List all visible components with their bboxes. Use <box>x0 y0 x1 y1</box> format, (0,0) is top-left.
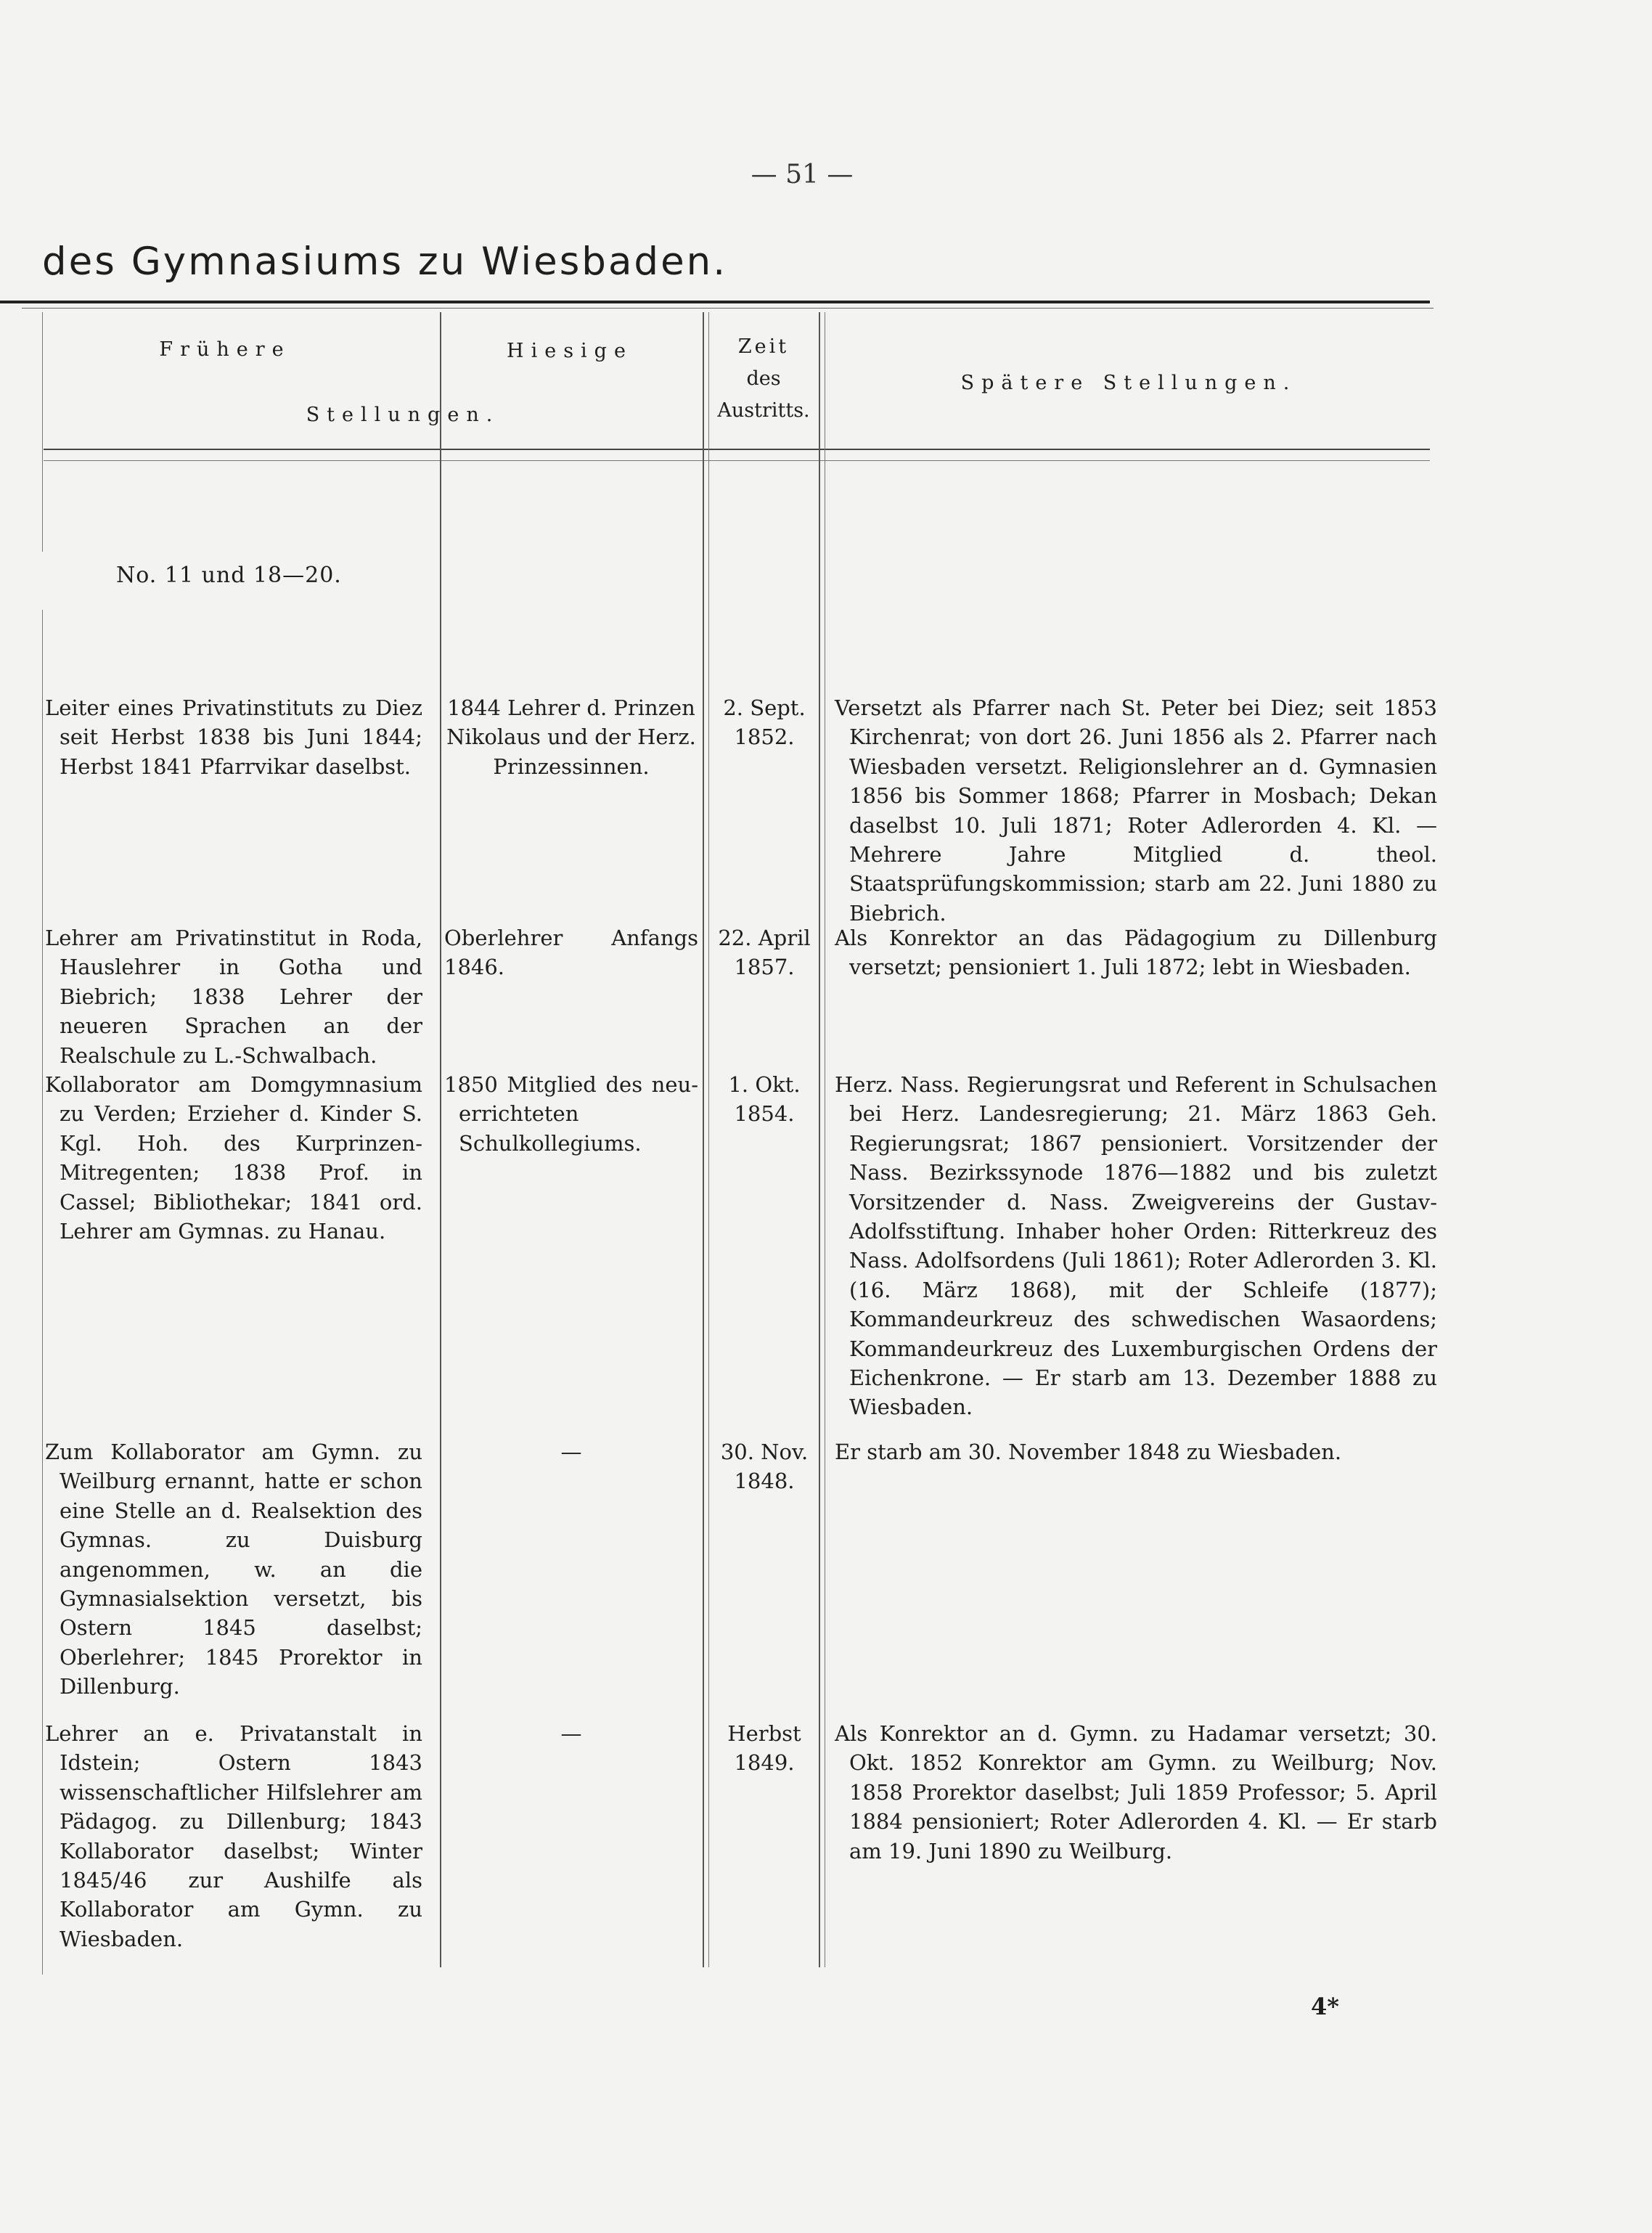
header-stellungen: Stellungen. <box>306 404 500 426</box>
page-number: — 51 — <box>751 160 854 189</box>
row-5-fruehere: Lehrer an e. Privatanstalt in Idstein; Ostern 1843 wissenschaftlicher Hilfslehrer am Pädagog. zu Dillenburg; 1843 Kollaborator daselbst; Winter 1845/46 zur Aushilfe als Kollaborator am Gymn. zu Wiesbaden. <box>45 1721 422 1951</box>
header-rule-top <box>22 308 1434 309</box>
row-3-spaetere: Herz. Nass. Regierungsrat und Referent in Schulsachen bei Herz. Landesregierung; 21. März 1863 Geh. Regierungsrat; 1867 pensioniert. Vorsitzender der Nass. Bezirkssynode 1876—1882 und bis zuletzt Vorsitzender d. Nass. Zweigvereins der Gustav-Adolfsstiftung. Inhaber hoher Orden: Ritterkreuz des Nass. Adolfsordens (Juli 1861); Roter Adlerorden 3. Kl. (16. März 1868), mit der Schleife (1877); Kommandeurkreuz des schwedischen Wasaordens; Kommandeurkreuz des Luxemburgischen Ordens der Eichenkrone. — Er starb am 13. Dezember 1888 zu Wiesbaden. <box>835 1072 1437 1420</box>
header-zeit: Zeit <box>737 335 790 358</box>
row-5-spaetere: Als Konrektor an d. Gymn. zu Hadamar versetzt; 30. Okt. 1852 Konrektor am Gymn. zu Weilburg; Nov. 1858 Prorektor daselbst; Juli 1859 Professor; 5. April 1884 pensioniert; Roter Adlerorden 4. Kl. — Er starb am 19. Juni 1890 zu Weilburg. <box>835 1721 1437 1863</box>
row-5-austritt: Herbst 1849. <box>727 1721 801 1776</box>
header-austritts: Austritts. <box>717 399 810 422</box>
signature-mark: 4* <box>1311 1993 1339 2020</box>
header-rule-bottom-2 <box>44 460 1430 461</box>
header-des: des <box>746 367 781 390</box>
page-title: des Gymnasiums zu Wiesbaden. <box>42 240 728 284</box>
row-1-fruehere: Leiter eines Privatinstituts zu Diez seit Herbst 1838 bis Juni 1844; Herbst 1841 Pfarrvikar daselbst. <box>45 695 422 779</box>
title-rule <box>0 301 1430 303</box>
row-2-austritt: 22. April 1857. <box>718 926 811 980</box>
column-separator-3a <box>819 312 820 1967</box>
row-4-spaetere: Er starb am 30. November 1848 zu Wiesbaden. <box>835 1440 1342 1464</box>
header-rule-bottom <box>44 449 1430 450</box>
column-border-left-lower <box>42 610 43 1975</box>
row-2-hiesige: Oberlehrer Anfangs 1846. <box>444 926 698 980</box>
header-zeit-des-austritts <box>708 331 819 427</box>
row-1-hiesige: 1844 Lehrer d. Prinzen Nikolaus und der Herz. Prinzessinnen. <box>446 695 696 779</box>
row-5-hiesige: — <box>560 1721 582 1746</box>
column-separator-2b <box>708 312 709 1967</box>
row-1-spaetere: Versetzt als Pfarrer nach St. Peter bei Diez; seit 1853 Kirchenrat; von dort 26. Juni 1856 als 2. Pfarrer nach Wiesbaden versetzt. Religionslehrer an d. Gymnasien 1856 bis Sommer 1868; Pfarrer in Mosbach; Dekan daselbst 10. Juli 1871; Roter Adlerorden 4. Kl. — Mehrere Jahre Mitglied d. theol. Staatsprüfungskommission; starb am 22. Juni 1880 zu Biebrich. <box>835 695 1437 926</box>
column-separator-2a <box>703 312 704 1967</box>
row-3-austritt: 1. Okt. 1854. <box>728 1072 801 1127</box>
row-4-hiesige: — <box>560 1440 582 1464</box>
row-3-hiesige: 1850 Mitglied des neu-errichteten Schulkollegiums. <box>444 1072 698 1156</box>
row-1-austritt: 2. Sept. 1852. <box>723 695 806 750</box>
section-heading: No. 11 und 18—20. <box>116 563 342 588</box>
row-2-fruehere: Lehrer am Privatinstitut in Roda, Hauslehrer in Gotha und Biebrich; 1838 Lehrer der neueren Sprachen an der Realschule zu L.-Schwalbach. <box>45 926 422 1068</box>
row-2-spaetere: Als Konrektor an das Pädagogium zu Dillenburg versetzt; pensioniert 1. Juli 1872; lebt in Wiesbaden. <box>835 926 1437 980</box>
header-spaetere: Spätere Stellungen. <box>960 372 1297 394</box>
column-separator-1 <box>440 312 441 1967</box>
row-3-fruehere: Kollaborator am Domgymnasium zu Verden; Erzieher d. Kinder S. Kgl. Hoh. des Kurprinzen-Mitregenten; 1838 Prof. in Cassel; Bibliothekar; 1841 ord. Lehrer am Gymnas. zu Hanau. <box>45 1072 422 1244</box>
row-4-austritt: 30. Nov. 1848. <box>720 1440 809 1494</box>
column-border-left <box>42 312 43 552</box>
row-4-fruehere: Zum Kollaborator am Gymn. zu Weilburg ernannt, hatte er schon eine Stelle an d. Realsektion des Gymnas. zu Duisburg angenommen, w. an die Gymnasialsektion versetzt, bis Ostern 1845 daselbst; Oberlehrer; 1845 Prorektor in Dillenburg. <box>45 1440 422 1699</box>
header-fruehere: Frühere <box>159 338 291 361</box>
header-hiesige: Hiesige <box>507 340 633 362</box>
